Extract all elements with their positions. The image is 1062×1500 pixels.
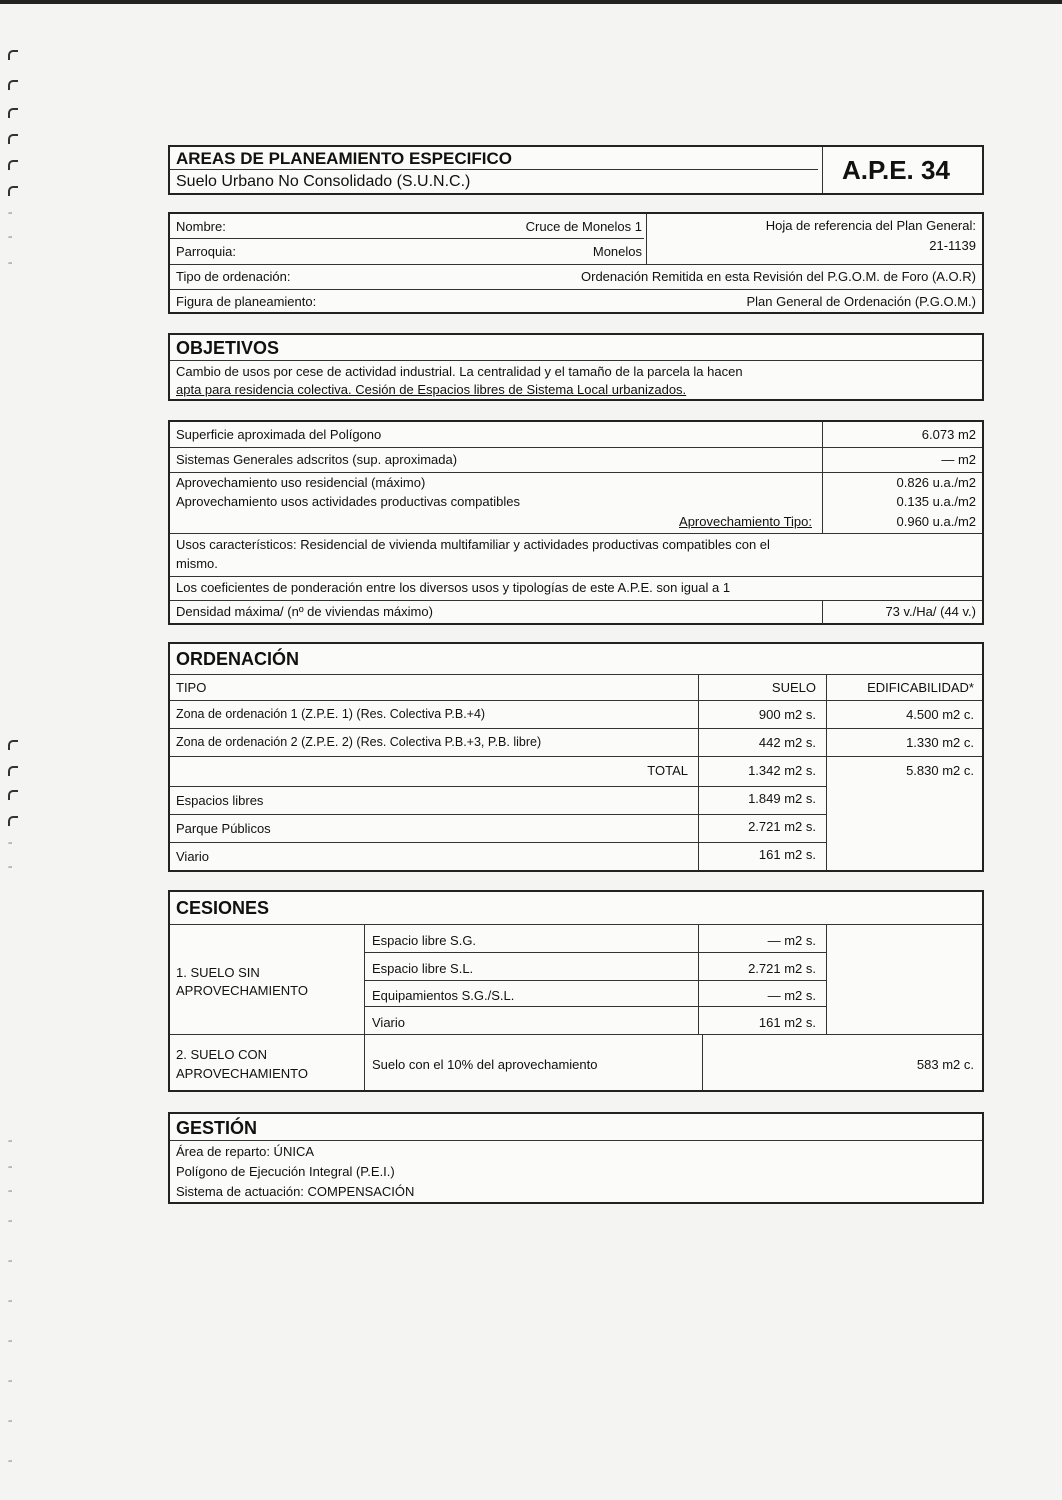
coeficientes-text: Los coeficientes de ponderación entre los diversos usos y tipologías de este A.P.E. son igual a 1 xyxy=(176,580,731,595)
gestion-poligono: Polígono de Ejecución Integral (P.E.I.) xyxy=(176,1164,395,1179)
sistemas-generales-label: Sistemas Generales adscritos (sup. aproximada) xyxy=(176,452,458,467)
suelo-sin-aprov-line-2: APROVECHAMIENTO xyxy=(176,983,308,998)
viario-suelo: 161 m2 s. xyxy=(758,847,816,862)
superficie-label: Superficie aproximada del Polígono xyxy=(176,427,382,442)
document-title: AREAS DE PLANEAMIENTO ESPECIFICO xyxy=(176,149,512,168)
aprov-productivas-label: Aprovechamiento usos actividades productivas compatibles xyxy=(176,494,520,509)
zona-1-suelo: 900 m2 s. xyxy=(758,707,816,722)
total-label: TOTAL xyxy=(647,763,688,778)
cesion-viario-label: Viario xyxy=(372,1015,406,1030)
figura-value: Plan General de Ordenación (P.G.O.M.) xyxy=(746,294,976,309)
cesion-espacio-libre-sl-label: Espacio libre S.L. xyxy=(372,961,474,976)
zona-2-tipo: Zona de ordenación 2 (Z.P.E. 2) (Res. Colectiva P.B.+3, P.B. libre) xyxy=(176,735,542,749)
densidad-value: 73 v./Ha/ (44 v.) xyxy=(885,604,976,619)
binding-margin-marks xyxy=(8,30,28,1490)
espacios-libres-suelo: 1.849 m2 s. xyxy=(748,791,816,806)
parque-publicos-tipo: Parque Públicos xyxy=(176,821,271,836)
objetivos-line-1: Cambio de usos por cese de actividad industrial. La centralidad y el tamaño de la parcela la hacen xyxy=(176,364,743,379)
gestion-title: GESTIÓN xyxy=(176,1118,258,1138)
col-header-edificabilidad: EDIFICABILIDAD* xyxy=(867,680,974,695)
cesion-espacio-libre-sg-value: — m2 s. xyxy=(767,933,816,948)
usos-caracteristicos-line-1: Usos característicos: Residencial de vivienda multifamiliar y actividades productivas compatibles con el xyxy=(176,537,770,552)
usos-caracteristicos-line-2: mismo. xyxy=(176,556,218,571)
gestion-area-reparto: Área de reparto: ÚNICA xyxy=(176,1144,315,1159)
parque-publicos-suelo: 2.721 m2 s. xyxy=(748,819,816,834)
aprov-residencial-value: 0.826 u.a./m2 xyxy=(896,475,976,490)
objetivos-line-2: apta para residencia colectiva. Cesión de Espacios libres de Sistema Local urbanizados. xyxy=(176,382,687,397)
ordenacion-title: ORDENACIÓN xyxy=(176,649,300,669)
aprov-productivas-value: 0.135 u.a./m2 xyxy=(896,494,976,509)
col-header-tipo: TIPO xyxy=(176,680,207,695)
ordenacion-block xyxy=(168,642,984,872)
header-block xyxy=(168,145,984,195)
total-edificabilidad: 5.830 m2 c. xyxy=(906,763,974,778)
cesion-equipamientos-value: — m2 s. xyxy=(767,988,816,1003)
objetivos-title: OBJETIVOS xyxy=(176,338,280,358)
gestion-block xyxy=(168,1112,984,1204)
zona-2-suelo: 442 m2 s. xyxy=(758,735,816,750)
zona-2-edificabilidad: 1.330 m2 c. xyxy=(906,735,974,750)
identification-block xyxy=(168,212,984,314)
suelo-con-aprov-value: 583 m2 c. xyxy=(916,1057,974,1072)
aprov-tipo-label: Aprovechamiento Tipo: xyxy=(679,514,812,529)
tipo-ordenacion-value: Ordenación Remitida en esta Revisión del P.G.O.M. de Foro (A.O.R) xyxy=(581,269,976,284)
suelo-con-aprov-line-2: APROVECHAMIENTO xyxy=(176,1066,308,1081)
document-subtitle: Suelo Urbano No Consolidado (S.U.N.C.) xyxy=(176,173,471,190)
tipo-ordenacion-label: Tipo de ordenación: xyxy=(176,269,291,284)
densidad-label: Densidad máxima/ (nº de viviendas máximo) xyxy=(176,604,433,619)
total-suelo: 1.342 m2 s. xyxy=(748,763,816,778)
gestion-sistema-actuacion: Sistema de actuación: COMPENSACIÓN xyxy=(176,1184,415,1199)
parroquia-label: Parroquia: xyxy=(176,244,236,259)
parroquia-value: Monelos xyxy=(592,244,642,259)
superficie-value: 6.073 m2 xyxy=(921,427,976,442)
scan-top-edge xyxy=(0,0,1062,4)
cesion-viario-value: 161 m2 s. xyxy=(758,1015,816,1030)
viario-tipo: Viario xyxy=(176,849,210,864)
hoja-value: 21-1139 xyxy=(929,238,976,253)
suelo-con-aprov-text: Suelo con el 10% del aprovechamiento xyxy=(372,1057,598,1072)
aprov-residencial-label: Aprovechamiento uso residencial (máximo) xyxy=(176,475,426,490)
hoja-label: Hoja de referencia del Plan General: xyxy=(765,218,976,233)
nombre-value: Cruce de Monelos 1 xyxy=(525,219,642,234)
cesion-espacio-libre-sl-value: 2.721 m2 s. xyxy=(748,961,816,976)
nombre-label: Nombre: xyxy=(176,219,226,234)
cesion-equipamientos-label: Equipamientos S.G./S.L. xyxy=(372,988,515,1003)
figura-label: Figura de planeamiento: xyxy=(176,294,317,309)
cesion-espacio-libre-sg-label: Espacio libre S.G. xyxy=(372,933,477,948)
sistemas-generales-value: — m2 xyxy=(941,452,976,467)
cesiones-title: CESIONES xyxy=(176,898,270,918)
col-header-suelo: SUELO xyxy=(771,680,816,695)
espacios-libres-tipo: Espacios libres xyxy=(176,793,264,808)
cesiones-block xyxy=(168,890,984,1092)
suelo-sin-aprov-line-1: 1. SUELO SIN xyxy=(176,965,260,980)
zona-1-edificabilidad: 4.500 m2 c. xyxy=(906,707,974,722)
zona-1-tipo: Zona de ordenación 1 (Z.P.E. 1) (Res. Colectiva P.B.+4) xyxy=(176,707,486,721)
parameters-block xyxy=(168,420,984,625)
objetivos-block xyxy=(168,333,984,401)
suelo-con-aprov-line-1: 2. SUELO CON xyxy=(176,1047,268,1062)
aprov-tipo-value: 0.960 u.a./m2 xyxy=(896,514,976,529)
area-code: A.P.E. 34 xyxy=(842,155,950,185)
